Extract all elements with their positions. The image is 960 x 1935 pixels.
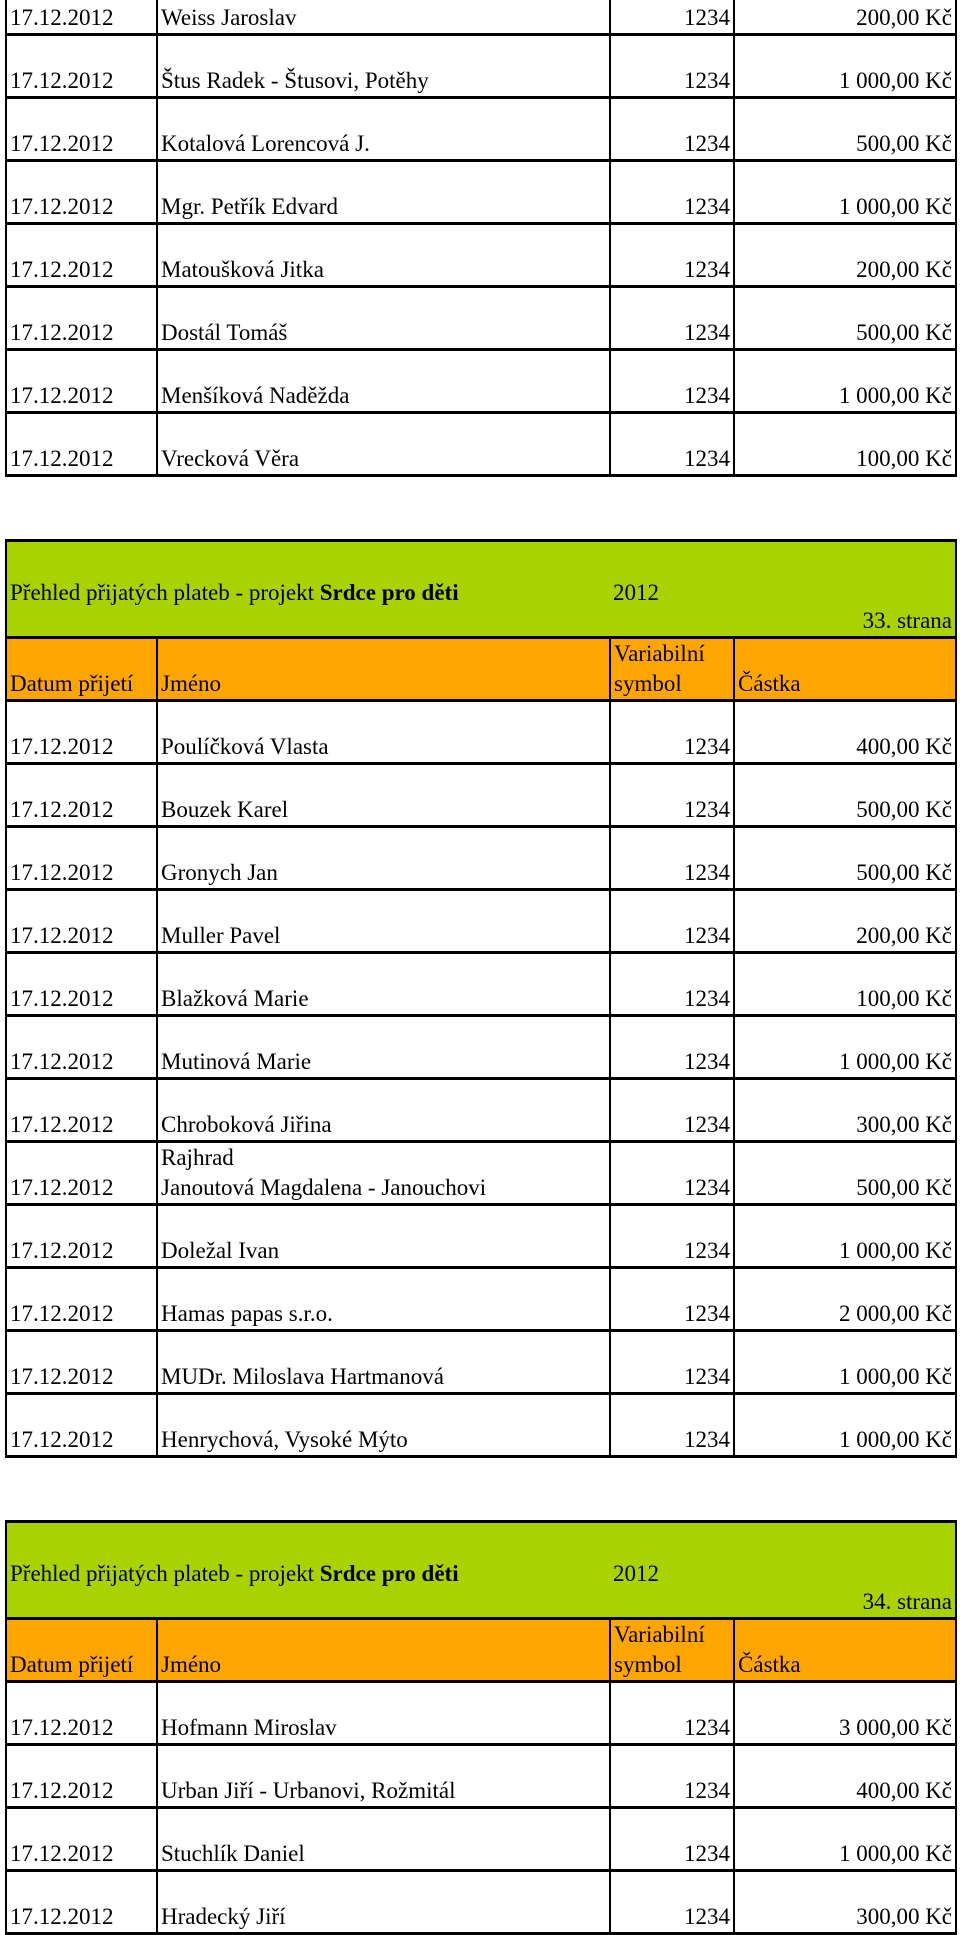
table-row (6, 224, 956, 287)
cell-variable-symbol: 1234 (610, 701, 734, 764)
table-row (6, 1745, 956, 1808)
section-year: 2012 (610, 541, 734, 638)
cell-variable-symbol: 1234 (610, 413, 734, 476)
cell-date: 17.12.2012 (6, 1016, 157, 1079)
section-title-row (6, 541, 956, 638)
cell-date: 17.12.2012 (6, 98, 157, 161)
section-gap (0, 1458, 960, 1520)
section-title-prefix: Přehled přijatých plateb - projekt (10, 1561, 320, 1586)
section-title-project: Srdce pro děti (319, 1561, 459, 1586)
cell-name: Gronych Jan (157, 827, 610, 890)
cell-date: 17.12.2012 (6, 1808, 157, 1871)
cell-date: 17.12.2012 (6, 1394, 157, 1457)
cell-date: 17.12.2012 (6, 827, 157, 890)
header-vs: Variabilní symbol (610, 638, 734, 701)
table-row (6, 161, 956, 224)
cell-variable-symbol: 1234 (610, 1808, 734, 1871)
cell-amount: 200,00 Kč (734, 890, 956, 953)
cell-name: Hamas papas s.r.o. (157, 1268, 610, 1331)
cell-name: Bouzek Karel (157, 764, 610, 827)
rows-page-33 (6, 701, 956, 1457)
cell-amount: 500,00 Kč (734, 1142, 956, 1205)
cell-amount: 500,00 Kč (734, 764, 956, 827)
cell-amount: 400,00 Kč (734, 1745, 956, 1808)
table-row (6, 827, 956, 890)
cell-name: Štus Radek - Štusovi, Potěhy (157, 35, 610, 98)
cell-name: Mgr. Petřík Edvard (157, 161, 610, 224)
cell-name: Hofmann Miroslav (157, 1682, 610, 1745)
cell-variable-symbol: 1234 (610, 287, 734, 350)
column-header-row (6, 638, 956, 701)
table-row (6, 1079, 956, 1142)
cell-name: Menšíková Naděžda (157, 350, 610, 413)
cell-amount: 300,00 Kč (734, 1871, 956, 1934)
cell-date: 17.12.2012 (6, 1871, 157, 1934)
header-vs: Variabilní symbol (610, 1619, 734, 1682)
table-row (6, 701, 956, 764)
page-number: 34. strana (734, 1522, 956, 1619)
header-name: Jméno (157, 1619, 610, 1682)
cell-variable-symbol: 1234 (610, 98, 734, 161)
cell-date: 17.12.2012 (6, 1205, 157, 1268)
cell-amount: 200,00 Kč (734, 224, 956, 287)
cell-amount: 1 000,00 Kč (734, 35, 956, 98)
cell-amount: 2 000,00 Kč (734, 1268, 956, 1331)
cell-name: Blažková Marie (157, 953, 610, 1016)
table-row (6, 98, 956, 161)
cell-date: 17.12.2012 (6, 1745, 157, 1808)
table-row (6, 1871, 956, 1934)
cell-variable-symbol: 1234 (610, 764, 734, 827)
table-row (6, 1268, 956, 1331)
cell-amount: 1 000,00 Kč (734, 1331, 956, 1394)
cell-amount: 200,00 Kč (734, 0, 956, 35)
cell-amount: 1 000,00 Kč (734, 1016, 956, 1079)
cell-amount: 1 000,00 Kč (734, 1394, 956, 1457)
payments-table-page-34 (5, 1520, 957, 1935)
section-title-row (6, 1522, 956, 1619)
table-row (6, 35, 956, 98)
cell-variable-symbol: 1234 (610, 1079, 734, 1142)
rows-top (6, 0, 956, 476)
cell-name: Stuchlík Daniel (157, 1808, 610, 1871)
cell-name (157, 1142, 610, 1205)
page-number: 33. strana (734, 541, 956, 638)
cell-name: Dostál Tomáš (157, 287, 610, 350)
section-title (6, 1522, 610, 1619)
table-row (6, 890, 956, 953)
cell-amount: 400,00 Kč (734, 701, 956, 764)
section-title-prefix: Přehled přijatých plateb - projekt (10, 580, 320, 605)
table-row (6, 764, 956, 827)
cell-name-line2: Janoutová Magdalena - Janouchovi (161, 1175, 487, 1200)
cell-date: 17.12.2012 (6, 413, 157, 476)
payments-table-page-33 (5, 539, 957, 1458)
section-year: 2012 (610, 1522, 734, 1619)
cell-name: Kotalová Lorencová J. (157, 98, 610, 161)
cell-amount: 1 000,00 Kč (734, 161, 956, 224)
cell-amount: 500,00 Kč (734, 98, 956, 161)
cell-amount: 1 000,00 Kč (734, 1205, 956, 1268)
rows-page-34 (6, 1682, 956, 1934)
cell-amount: 1 000,00 Kč (734, 350, 956, 413)
cell-date: 17.12.2012 (6, 1268, 157, 1331)
table-row (6, 953, 956, 1016)
table-row (6, 1142, 956, 1205)
cell-variable-symbol: 1234 (610, 1871, 734, 1934)
header-name: Jméno (157, 638, 610, 701)
cell-date: 17.12.2012 (6, 287, 157, 350)
header-amount: Částka (734, 1619, 956, 1682)
cell-name: Hradecký Jiří (157, 1871, 610, 1934)
cell-date: 17.12.2012 (6, 35, 157, 98)
header-amount: Částka (734, 638, 956, 701)
cell-variable-symbol: 1234 (610, 161, 734, 224)
cell-date: 17.12.2012 (6, 0, 157, 35)
table-row (6, 1205, 956, 1268)
table-row (6, 1682, 956, 1745)
cell-amount: 100,00 Kč (734, 953, 956, 1016)
cell-amount: 500,00 Kč (734, 827, 956, 890)
cell-variable-symbol: 1234 (610, 1268, 734, 1331)
cell-date: 17.12.2012 (6, 1682, 157, 1745)
section-title-project: Srdce pro děti (319, 580, 459, 605)
cell-variable-symbol: 1234 (610, 1331, 734, 1394)
cell-name: Chroboková Jiřina (157, 1079, 610, 1142)
section-title (6, 541, 610, 638)
cell-date: 17.12.2012 (6, 161, 157, 224)
table-row (6, 1394, 956, 1457)
cell-variable-symbol: 1234 (610, 35, 734, 98)
cell-date: 17.12.2012 (6, 953, 157, 1016)
cell-amount: 3 000,00 Kč (734, 1682, 956, 1745)
table-row (6, 0, 956, 35)
table-row (6, 350, 956, 413)
cell-date: 17.12.2012 (6, 764, 157, 827)
table-row (6, 287, 956, 350)
cell-name: Matoušková Jitka (157, 224, 610, 287)
cell-variable-symbol: 1234 (610, 1016, 734, 1079)
cell-variable-symbol: 1234 (610, 0, 734, 35)
cell-amount: 100,00 Kč (734, 413, 956, 476)
cell-variable-symbol: 1234 (610, 1745, 734, 1808)
cell-date: 17.12.2012 (6, 1331, 157, 1394)
cell-name: MUDr. Miloslava Hartmanová (157, 1331, 610, 1394)
cell-name: Muller Pavel (157, 890, 610, 953)
section-gap (0, 477, 960, 539)
cell-name: Mutinová Marie (157, 1016, 610, 1079)
cell-name: Henrychová, Vysoké Mýto (157, 1394, 610, 1457)
cell-name: Vrecková Věra (157, 413, 610, 476)
cell-name-line1: Rajhrad (161, 1145, 234, 1170)
header-date: Datum přijetí (6, 638, 157, 701)
table-row (6, 1808, 956, 1871)
cell-variable-symbol: 1234 (610, 1142, 734, 1205)
table-row (6, 413, 956, 476)
cell-variable-symbol: 1234 (610, 890, 734, 953)
column-header-row (6, 1619, 956, 1682)
cell-date: 17.12.2012 (6, 1079, 157, 1142)
table-row (6, 1016, 956, 1079)
table-row (6, 1331, 956, 1394)
header-date: Datum přijetí (6, 1619, 157, 1682)
cell-amount: 300,00 Kč (734, 1079, 956, 1142)
cell-variable-symbol: 1234 (610, 350, 734, 413)
cell-variable-symbol: 1234 (610, 827, 734, 890)
cell-variable-symbol: 1234 (610, 1682, 734, 1745)
cell-name: Poulíčková Vlasta (157, 701, 610, 764)
cell-date: 17.12.2012 (6, 1142, 157, 1205)
cell-variable-symbol: 1234 (610, 224, 734, 287)
cell-amount: 500,00 Kč (734, 287, 956, 350)
cell-date: 17.12.2012 (6, 890, 157, 953)
cell-name: Doležal Ivan (157, 1205, 610, 1268)
cell-date: 17.12.2012 (6, 701, 157, 764)
cell-variable-symbol: 1234 (610, 1394, 734, 1457)
cell-amount: 1 000,00 Kč (734, 1808, 956, 1871)
cell-variable-symbol: 1234 (610, 953, 734, 1016)
cell-date: 17.12.2012 (6, 350, 157, 413)
cell-name: Urban Jiří - Urbanovi, Rožmitál (157, 1745, 610, 1808)
cell-date: 17.12.2012 (6, 224, 157, 287)
cell-name: Weiss Jaroslav (157, 0, 610, 35)
payments-table-top (5, 0, 957, 477)
cell-variable-symbol: 1234 (610, 1205, 734, 1268)
